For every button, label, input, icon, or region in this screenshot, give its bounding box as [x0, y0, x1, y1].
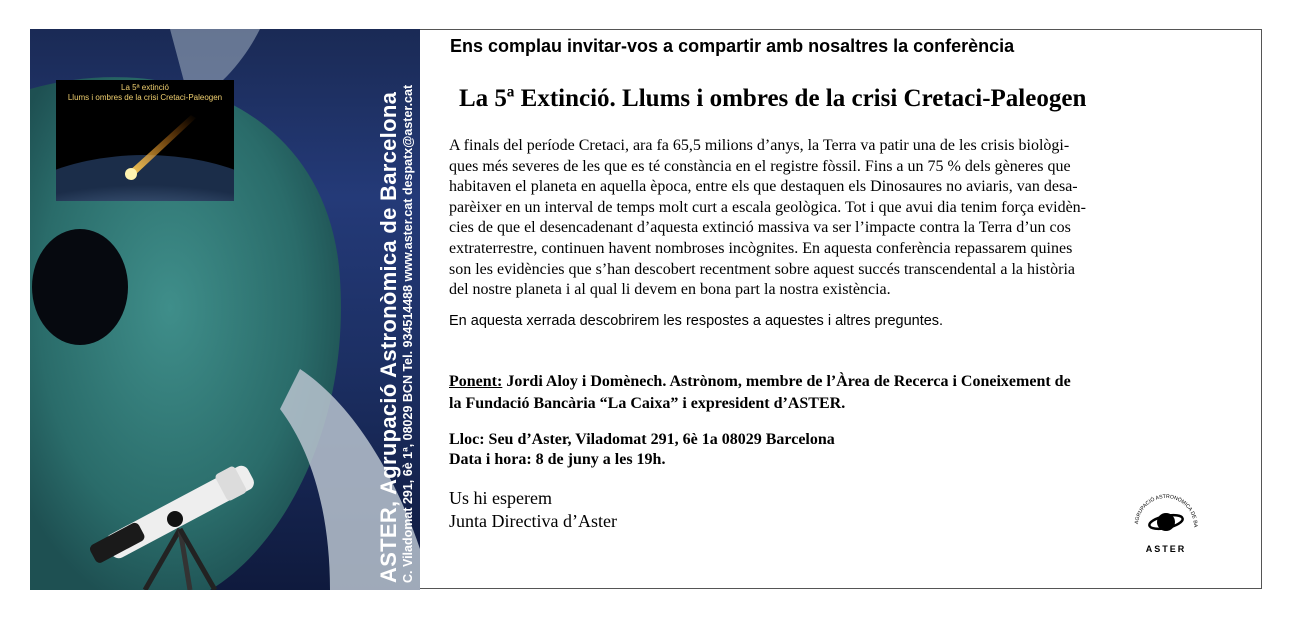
vertical-org-title: ASTER, Agrupació Astronòmica de Barcelona — [376, 91, 401, 583]
paragraph-line: del nostre planeta i al qual li devem en bona part la nostra existència. — [449, 281, 891, 299]
paragraph-line: habitaven el planeta en aquella època, entre els que destaquen els Dinosaures no aviaris, van desa- — [449, 178, 1078, 196]
invite-line: Ens complau invitar-vos a compartir amb nosaltres la conferència — [450, 36, 1015, 56]
questions-line: En aquesta xerrada descobrirem les respostes a aquestes i altres preguntes. — [449, 313, 944, 329]
speaker-line-1 — [449, 373, 1071, 391]
description-paragraph — [449, 136, 1204, 301]
paragraph-line: A finals del període Cretaci, ara fa 65,5 milions d’anys, la Terra va patir una de les crisis biològi- — [449, 137, 1070, 154]
dark-hole — [32, 229, 128, 345]
thumbnail-image — [56, 80, 234, 201]
speaker-label: Ponent: — [449, 373, 503, 390]
speaker-line-2: la Fundació Bancària “La Caixa” i expresident d’ASTER. — [449, 395, 846, 412]
svg-text:ASTER: ASTER — [1145, 544, 1187, 554]
thumbnail-caption-2: Llums i ombres de la crisi Cretaci-Paleogen — [67, 93, 223, 102]
closing-line-1: Us hi esperem — [449, 488, 552, 508]
paragraph-line: son les evidències que s’han descobert recentment sobre aquest succés transcendental a la història — [449, 260, 1075, 278]
place-line: Lloc: Seu d’Aster, Viladomat 291, 6è 1a 08029 Barcelona — [449, 431, 835, 448]
speaker-name: Jordi Aloy i Domènech. Astrònom, membre de l’Àrea de Recerca i Coneixement de — [502, 373, 1071, 390]
paragraph-line: extraterrestre, continuen havent nombroses incògnites. En aquesta conferència repassarem quines — [449, 239, 1073, 257]
decorative-panel — [30, 29, 420, 590]
svg-text:AGRUPACIÓ ASTRONÒMICA DE BARCE: AGRUPACIÓ ASTRONÒMICA DE BA — [1134, 493, 1199, 528]
closing-line-2: Junta Directiva d’Aster — [449, 511, 617, 531]
vertical-org-address: C. Viladomat 291, 6è 1ª, 08029 BCN Tel. 934514488 www.aster.cat despatx@aster.cat — [401, 84, 415, 583]
paragraph-line: cies de que el desencadenant d’aquesta extinció massiva va ser l’impacte contra la Terra d’un cos — [449, 219, 1071, 237]
thumbnail-caption-1: La 5ª extinció — [121, 83, 169, 92]
paragraph-line: parèixer en un interval de temps molt curt a escala geològica. Tot i que avui dia tenim força evidèn- — [449, 198, 1087, 216]
aster-logo — [1128, 486, 1204, 562]
paragraph-line: ques més severes de les que es té constància en el registre fòssil. Fins a un 75 % dels gèneres que — [449, 157, 1071, 175]
conference-title: La 5ª Extinció. Llums i ombres de la crisi Cretaci-Paleogen — [459, 85, 1087, 112]
datetime-line: Data i hora: 8 de juny a les 19h. — [449, 451, 666, 468]
